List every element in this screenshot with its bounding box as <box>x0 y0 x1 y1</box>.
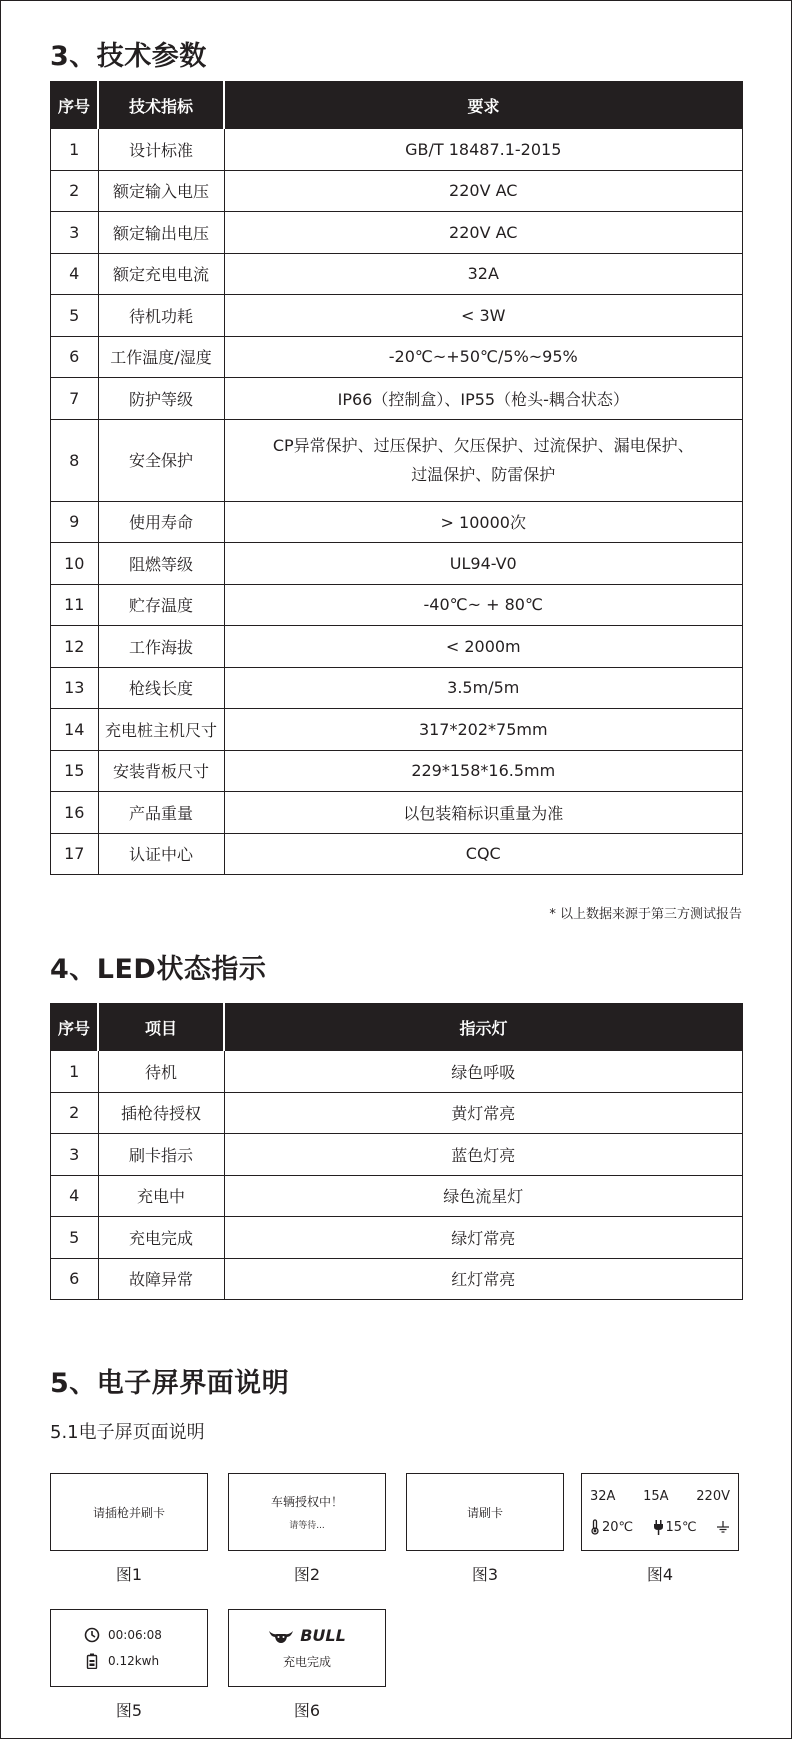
caption-fig1: 图1 <box>115 1565 143 1584</box>
screen-fig6-text: 充电完成 <box>282 1655 331 1669</box>
cell-no: 6 <box>51 1258 99 1300</box>
header-led: 指示灯 <box>224 1004 743 1051</box>
table-header-row <box>51 82 743 129</box>
cell-req: UL94-V0 <box>224 543 743 585</box>
cell-req <box>224 419 743 501</box>
clock-icon <box>84 1627 100 1643</box>
table-row <box>51 792 743 834</box>
table-row <box>51 129 743 171</box>
header-req: 要求 <box>224 82 743 129</box>
screen-fig3-text: 请刷卡 <box>466 1505 503 1520</box>
table-row <box>51 295 743 337</box>
cell-no: 5 <box>51 295 99 337</box>
section-5-subtitle: 5.1电子屏页面说明 <box>50 1422 205 1443</box>
screen-fig3 <box>406 1473 564 1551</box>
current-value: 32A <box>590 1489 616 1504</box>
cell-no: 2 <box>51 1092 99 1134</box>
cell-req: 220V AC <box>224 170 743 212</box>
cell-req: < 3W <box>224 295 743 337</box>
table-row <box>51 170 743 212</box>
section-5-title: 5、电子屏界面说明 <box>50 1368 290 1399</box>
cell-item: 待机功耗 <box>98 295 224 337</box>
cell-no: 12 <box>51 626 99 668</box>
cell-no: 6 <box>51 336 99 378</box>
cell-req: 220V AC <box>224 212 743 254</box>
cell-no: 7 <box>51 378 99 420</box>
cell-no: 11 <box>51 584 99 626</box>
cell-item: 刷卡指示 <box>98 1134 224 1176</box>
table-row <box>51 1258 743 1300</box>
cell-req: -20℃~+50℃/5%~95% <box>224 336 743 378</box>
cell-req: GB/T 18487.1-2015 <box>224 129 743 171</box>
cell-item: 阻燃等级 <box>98 543 224 585</box>
temp1-value: 20℃ <box>602 1519 634 1535</box>
cell-req: CQC <box>224 833 743 875</box>
screen-fig1 <box>50 1473 208 1551</box>
cell-no: 1 <box>51 1051 99 1093</box>
table-row <box>51 501 743 543</box>
table-row <box>51 1134 743 1176</box>
table-row <box>51 336 743 378</box>
cell-no: 4 <box>51 1175 99 1217</box>
led-status-table <box>50 1003 743 1300</box>
cell-no: 17 <box>51 833 99 875</box>
cell-item: 充电完成 <box>98 1217 224 1259</box>
cell-item: 安装背板尺寸 <box>98 750 224 792</box>
header-item: 项目 <box>98 1004 224 1051</box>
section-3-title: 3、技术参数 <box>50 41 207 72</box>
bull-icon <box>268 1628 294 1644</box>
battery-icon <box>84 1653 100 1669</box>
cell-item: 防护等级 <box>98 378 224 420</box>
header-no: 序号 <box>51 82 99 129</box>
cell-item: 产品重量 <box>98 792 224 834</box>
table-row <box>51 709 743 751</box>
table-row <box>51 626 743 668</box>
thermometer-icon <box>590 1519 600 1535</box>
table-row <box>51 543 743 585</box>
cell-no: 15 <box>51 750 99 792</box>
temp1-group <box>590 1519 633 1535</box>
header-no: 序号 <box>51 1004 99 1051</box>
voltage-value: 220V <box>696 1489 730 1504</box>
cell-item: 充电中 <box>98 1175 224 1217</box>
cell-no: 16 <box>51 792 99 834</box>
cell-item: 插枪待授权 <box>98 1092 224 1134</box>
cell-no: 8 <box>51 419 99 501</box>
screen-fig2 <box>228 1473 386 1551</box>
cell-req-line1: CP异常保护、过压保护、欠压保护、过流保护、漏电保护、 <box>272 436 694 455</box>
cell-led: 红灯常亮 <box>224 1258 743 1300</box>
cell-led: 绿色呼吸 <box>224 1051 743 1093</box>
screen-fig1-text: 请插枪并刷卡 <box>92 1505 165 1520</box>
cell-no: 1 <box>51 129 99 171</box>
cell-req-line2: 过温保护、防雷保护 <box>411 465 556 484</box>
cell-no: 2 <box>51 170 99 212</box>
cell-item: 使用寿命 <box>98 501 224 543</box>
caption-fig2: 图2 <box>293 1565 321 1584</box>
table-row <box>51 1092 743 1134</box>
cell-item: 待机 <box>98 1051 224 1093</box>
cell-req: IP66（控制盒）、IP55（枪头-耦合状态） <box>224 378 743 420</box>
cell-req: 以包装箱标识重量为准 <box>224 792 743 834</box>
cell-req: 229*158*16.5mm <box>224 750 743 792</box>
table-header-row <box>51 1004 743 1051</box>
table-row <box>51 1051 743 1093</box>
table-row <box>51 833 743 875</box>
screen-fig4-row1 <box>590 1489 730 1504</box>
cell-no: 5 <box>51 1217 99 1259</box>
temp2-group <box>653 1520 697 1535</box>
table-row <box>51 1217 743 1259</box>
cell-req: > 10000次 <box>224 501 743 543</box>
cell-led: 绿色流星灯 <box>224 1175 743 1217</box>
cell-item: 安全保护 <box>98 419 224 501</box>
cell-req: 32A <box>224 253 743 295</box>
bull-logo <box>268 1626 346 1645</box>
table-row <box>51 253 743 295</box>
cell-req: 3.5m/5m <box>224 667 743 709</box>
cell-req: -40℃~ + 80℃ <box>224 584 743 626</box>
table-row <box>51 212 743 254</box>
caption-fig6: 图6 <box>293 1701 321 1720</box>
cell-led: 绿灯常亮 <box>224 1217 743 1259</box>
cell-item: 工作海拔 <box>98 626 224 668</box>
caption-fig5: 图5 <box>115 1701 143 1720</box>
caption-fig3: 图3 <box>471 1565 499 1584</box>
screen-fig2-line2: 请等待... <box>289 1521 325 1531</box>
cell-req: < 2000m <box>224 626 743 668</box>
table-row <box>51 750 743 792</box>
table-row <box>51 419 743 501</box>
header-item: 技术指标 <box>98 82 224 129</box>
elapsed-time: 00:06:08 <box>108 1628 162 1642</box>
cell-item: 贮存温度 <box>98 584 224 626</box>
table-row <box>51 584 743 626</box>
screen-fig6 <box>228 1609 386 1687</box>
table-row <box>51 378 743 420</box>
cell-no: 9 <box>51 501 99 543</box>
screen-fig4-row2 <box>590 1519 730 1535</box>
temp2-value: 15℃ <box>665 1519 697 1535</box>
brand-name: BULL <box>300 1626 346 1645</box>
section-4-title: 4、LED状态指示 <box>50 954 267 985</box>
cell-item: 设计标准 <box>98 129 224 171</box>
time-line <box>84 1627 174 1643</box>
cell-item: 额定输入电压 <box>98 170 224 212</box>
energy-line <box>84 1653 174 1669</box>
limit-value: 15A <box>643 1489 669 1504</box>
table-row <box>51 1175 743 1217</box>
cell-led: 黄灯常亮 <box>224 1092 743 1134</box>
cell-item: 枪线长度 <box>98 667 224 709</box>
cell-req: 317*202*75mm <box>224 709 743 751</box>
caption-fig4: 图4 <box>646 1565 674 1584</box>
screen-fig5 <box>50 1609 208 1687</box>
cell-item: 工作温度/湿度 <box>98 336 224 378</box>
cell-no: 4 <box>51 253 99 295</box>
cell-no: 10 <box>51 543 99 585</box>
cell-no: 14 <box>51 709 99 751</box>
data-source-note: * 以上数据来源于第三方测试报告 <box>549 907 742 922</box>
energy-value: 0.12kwh <box>108 1654 160 1668</box>
tech-params-table <box>50 81 743 875</box>
cell-no: 13 <box>51 667 99 709</box>
cell-no: 3 <box>51 1134 99 1176</box>
cell-item: 认证中心 <box>98 833 224 875</box>
ground-icon <box>716 1521 730 1533</box>
cell-led: 蓝色灯亮 <box>224 1134 743 1176</box>
screen-fig4 <box>581 1473 739 1551</box>
cell-no: 3 <box>51 212 99 254</box>
screen-fig2-line1: 车辆授权中！ <box>270 1495 343 1509</box>
cell-item: 额定输出电压 <box>98 212 224 254</box>
table-row <box>51 667 743 709</box>
cell-item: 故障异常 <box>98 1258 224 1300</box>
cell-item: 额定充电电流 <box>98 253 224 295</box>
plug-icon <box>653 1520 664 1535</box>
cell-item: 充电桩主机尺寸 <box>98 709 224 751</box>
